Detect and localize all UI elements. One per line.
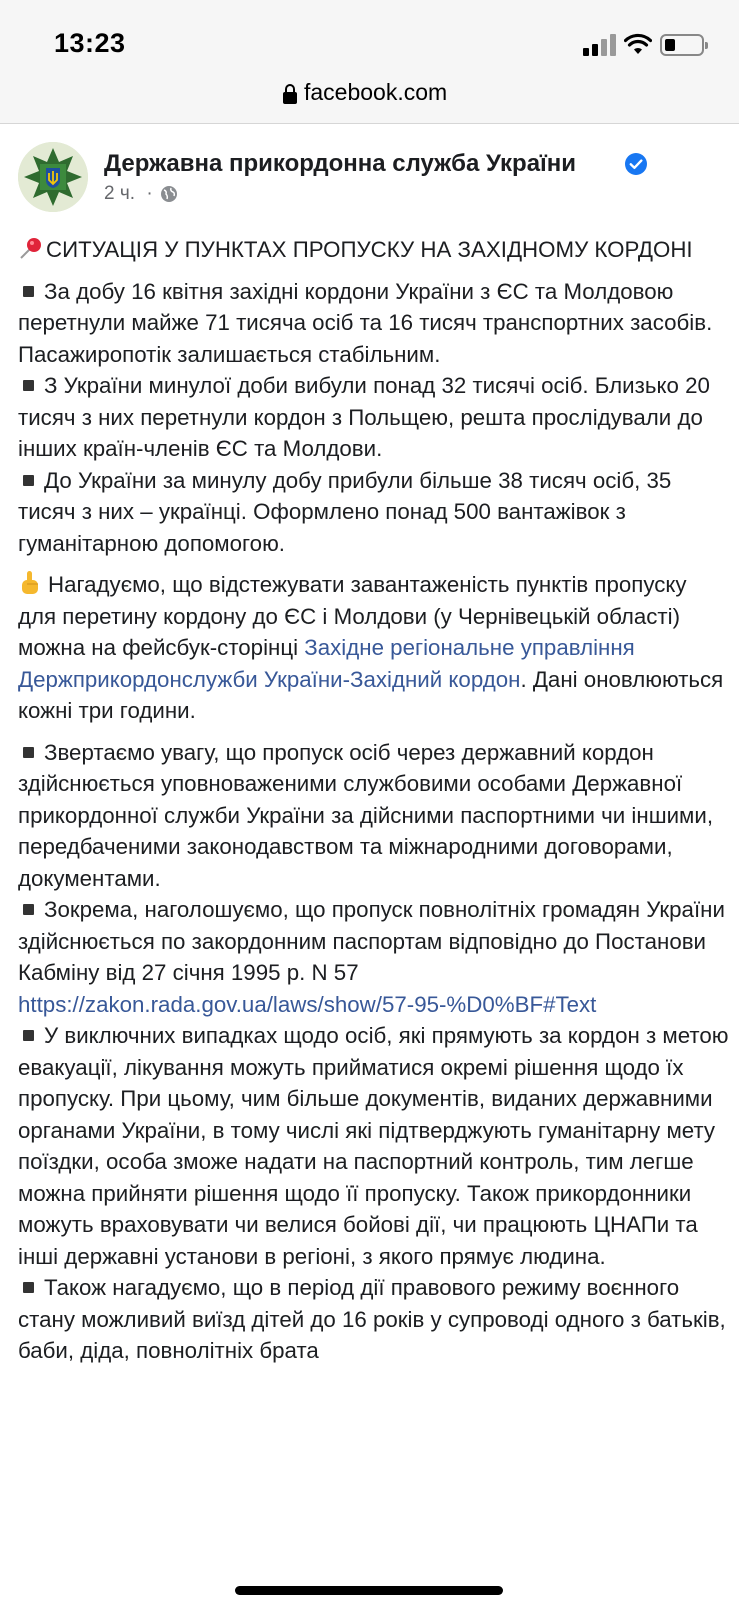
square-bullet-icon <box>23 380 34 391</box>
notice-paragraph <box>18 1272 730 1367</box>
headline-paragraph <box>18 234 730 266</box>
pushpin-icon <box>18 235 44 261</box>
post-time[interactable]: 2 ч. <box>104 183 136 204</box>
wifi-icon <box>624 32 652 56</box>
lock-icon <box>283 84 297 106</box>
pointing-up-hand-icon <box>18 570 42 596</box>
square-bullet-icon <box>23 475 34 486</box>
post-body <box>18 234 730 1367</box>
notice-paragraph <box>18 894 730 1020</box>
square-bullet-icon <box>23 1282 34 1293</box>
facebook-post <box>0 124 739 1600</box>
bullet-paragraph <box>18 370 730 465</box>
reminder-paragraph <box>18 569 730 727</box>
status-bar <box>0 0 739 70</box>
square-bullet-icon <box>23 904 34 915</box>
notice-paragraph <box>18 1020 730 1272</box>
notice-text: Зокрема, наголошуємо, що пропуск повнолітніх громадян України здійснюється по закордонним паспортам відповідно до Постанови Кабміну від 27 січня 1995 р. N 57 <box>18 897 725 985</box>
bullet-text: За добу 16 квітня західні кордони України з ЄС та Молдовою перетнули майже 71 тисяча осіб та 16 тисяч транспортних засобів. Пасажиропотік залишається стабільним. <box>18 278 713 367</box>
zakon-rada-link[interactable]: https://zakon.rada.gov.ua/laws/show/57-95-%D0%BF#Text <box>18 991 597 1017</box>
border-guard-emblem-icon <box>18 142 88 212</box>
globe-icon <box>160 185 178 203</box>
status-time: 13:23 <box>54 28 126 58</box>
reminder-tail: . Дані оновлюються кожні три години. <box>18 666 724 723</box>
headline: СИТУАЦІЯ У ПУНКТАХ ПРОПУСКУ НА ЗАХІДНОМУ КОРДОНІ <box>46 237 693 262</box>
notice-text: Звертаємо увагу, що пропуск осіб через державний кордон здійснюється уповноваженими службовими особами Державної прикордонної служби України за дійсними паспортними чи іншими, передбаченими законодавством та міжнародними договорами, документами. <box>18 739 714 891</box>
bullet-text: До України за минулу добу прибули більше 38 тисяч осіб, 35 тисяч з них – українці. Оформлено понад 500 вантажівок з гуманітарною допомогою. <box>18 467 672 556</box>
page-avatar[interactable] <box>18 142 88 212</box>
square-bullet-icon <box>23 286 34 297</box>
notice-paragraph <box>18 737 730 895</box>
notice-text: Також нагадуємо, що в період дії правового режиму воєнного стану можливий виїзд дітей до 16 років у супроводі одного з батьків, баби, діда, повнолітніх брата <box>18 1275 726 1363</box>
bullet-paragraph <box>18 465 730 560</box>
meta-separator: · <box>146 183 153 204</box>
square-bullet-icon <box>23 747 34 758</box>
post-meta <box>104 183 153 205</box>
bullet-text: З України минулої доби вибули понад 32 тисячі осіб. Близько 20 тисяч з них перетнули кордон з Польщею, решта прослідували до інших країн-членів ЄС та Молдови. <box>18 373 710 461</box>
battery-icon <box>660 34 704 56</box>
reminder-text: Нагадуємо, що відстежувати завантаженість пунктів пропуску для перетину кордону до ЄС і Молдови (у Чернівецькій області) можна на фейсбук-сторінці <box>18 572 687 660</box>
url-text[interactable]: facebook.com <box>304 79 448 105</box>
battery-level <box>665 39 675 51</box>
cellular-signal-icon <box>583 34 617 56</box>
western-border-page-link[interactable]: Західне регіональне управління Держприкордонслужби України-Західний кордон <box>18 635 635 692</box>
verified-badge-icon <box>624 152 648 176</box>
page-name-link[interactable]: Державна прикордонна служба України <box>104 150 577 177</box>
notice-text: У виключних випадках щодо осіб, які прямують за кордон з метою евакуації, лікування можуть прийматися окремі рішення щодо їх пропуску. При цьому, чим більше документів, виданих державними органами України, в тому числі які підтверджують гуманітарну мету поїздки, особа зможе надати на паспортний контроль, тим легше можна прийняти рішення щодо її пропуску. Також прикордонники можуть враховувати чи велися бойові дії, чи працюють ЦНАПи та інші державні установи в регіоні, з якого прямує людина. <box>18 1023 729 1269</box>
browser-url-bar[interactable] <box>0 70 739 124</box>
home-indicator[interactable] <box>235 1586 503 1595</box>
bullet-paragraph <box>18 276 730 371</box>
square-bullet-icon <box>23 1030 34 1041</box>
